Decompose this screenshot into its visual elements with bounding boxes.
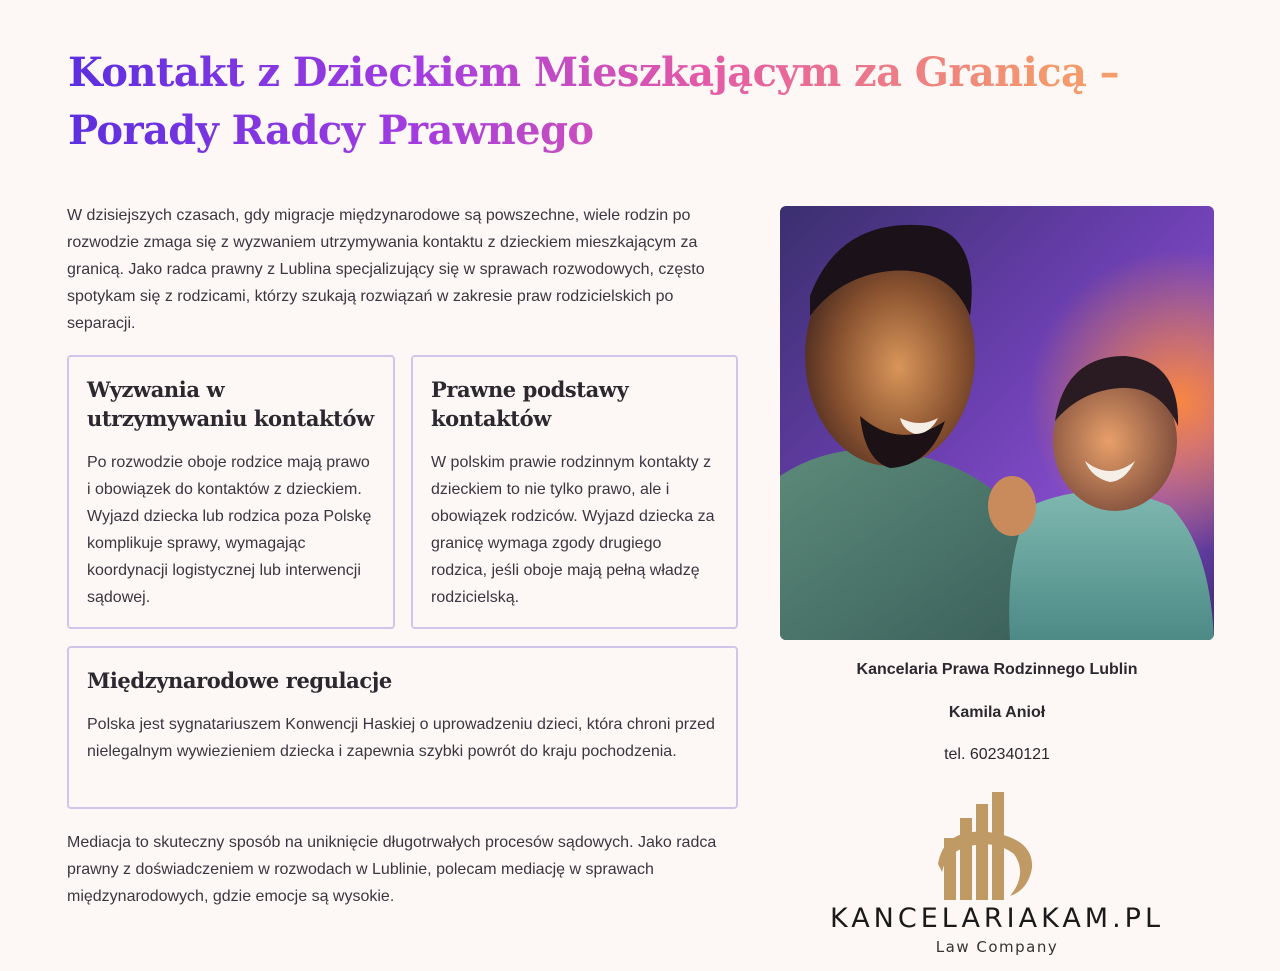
kancelaria-logo-icon: [930, 788, 1040, 905]
card-body: Po rozwodzie oboje rodzice mają prawo i obowiązek do kontaktów z dzieckiem. Wyjazd dziecka lub rodzica poza Polskę komplikuje sprawy, wymagając koordynacji logistycznej lub interwencji sądowej.: [87, 454, 372, 606]
card-body: Polska jest sygnatariuszem Konwencji Haskiej o uprowadzeniu dzieci, która chroni przed nielegalnym wywiezieniem dziecka i zapewnia szybki powrót do kraju pochodzenia.: [87, 716, 715, 760]
outro-paragraph: Mediacja to skuteczny sposób na uniknięcie długotrwałych procesów sądowych. Jako radca prawny z doświadczeniem w rozwodach w Lublinie, polecam mediację w sprawach międzynarodowych, gdzie emocje są wysokie.: [67, 834, 717, 905]
page-title: Kontakt z Dzieckiem Mieszkającym za Granicą – Porady Radcy Prawnego: [68, 44, 1228, 160]
card-heading: Międzynarodowe regulacje: [87, 668, 392, 693]
phone-number: tel. 602340121: [944, 746, 1050, 763]
logo-tagline: Law Company: [935, 938, 1059, 956]
card-legal-basis: [411, 355, 738, 629]
logo-wordmark: KANCELARIAKAM.PL: [829, 903, 1165, 934]
lawyer-name: Kamila Anioł: [948, 704, 1046, 721]
card-heading: Wyzwania w utrzymywaniu kontaktów: [87, 377, 374, 431]
firm-name: Kancelaria Prawa Rodzinnego Lublin: [856, 661, 1138, 678]
intro-paragraph: W dzisiejszych czasach, gdy migracje międzynarodowe są powszechne, wiele rodzin po rozwodzie zmaga się z wyzwaniem utrzymywania kontaktu z dzieckiem mieszkającym za granicą. Jako radca prawny z Lublina specjalizujący się w sprawach rozwodowych, często spotykam się z rodzicami, którzy szukają rozwiązań w zakresie praw rodzicielskich po separacji.: [67, 207, 705, 332]
card-body: W polskim prawie rodzinnym kontakty z dzieckiem to nie tylko prawo, ale i obowiązek rodziców. Wyjazd dziecka za granicę wymaga zgody drugiego rodzica, jeśli oboje mają pełną władzę rodzicielską.: [431, 454, 715, 606]
father-child-photo: [780, 206, 1214, 640]
card-heading: Prawne podstawy kontaktów: [431, 377, 629, 431]
card-international-regulations: [67, 646, 738, 809]
card-challenges: [67, 355, 395, 629]
